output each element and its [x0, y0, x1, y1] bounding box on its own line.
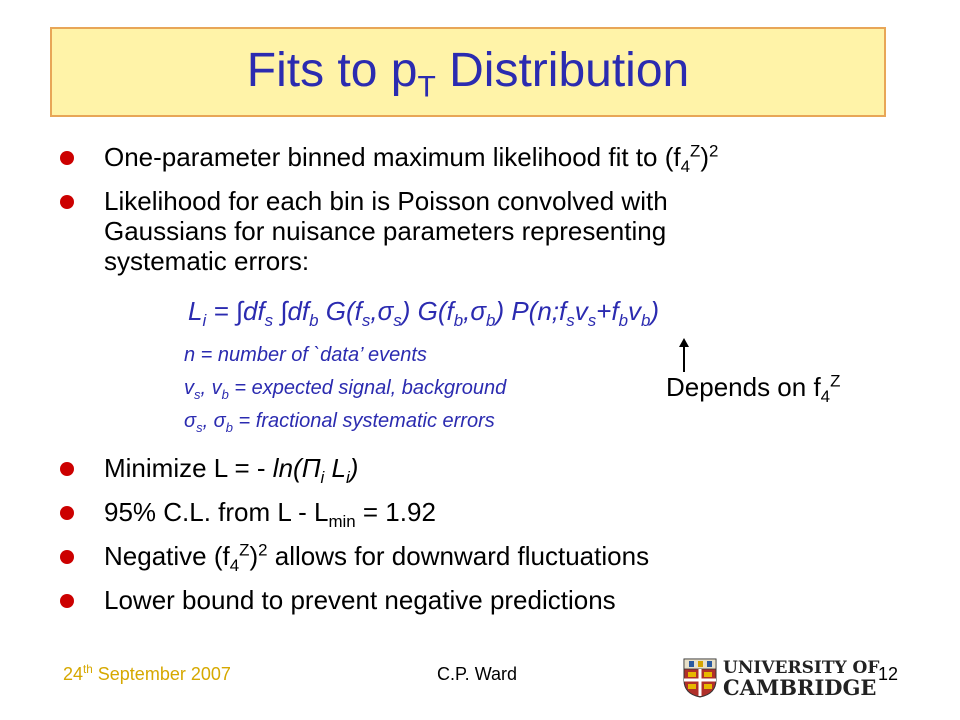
definition-n: n = number of `data’ events: [184, 344, 427, 366]
likelihood-formula: $L_i = \int df_s$ $\int df_b$ $G(f_s,\sigma_s)$ $G(f_b,\sigma_b)$ $P(n;f_sv_s+f_bv_b)$: [188, 296, 660, 331]
bullet-lower-bound: Lower bound to prevent negative predictions: [104, 585, 616, 615]
title-box: [50, 27, 886, 117]
bullet-dot: [60, 506, 74, 520]
up-arrow-icon: [676, 338, 692, 372]
bullet-dot: [60, 550, 74, 564]
cambridge-crest-icon: [683, 658, 717, 698]
bullet-confidence-level: 95% C.L. from $L - L_{min} = 1.92$: [104, 497, 436, 532]
footer-date: 24th September 2007: [63, 663, 231, 684]
definition-v: $v_s$, $v_b$ = expected signal, background: [184, 377, 507, 402]
bullet-negative: Negative $(f_4^Z)^2$ allows for downward fluctuations: [104, 540, 650, 576]
logo-wordmark: UNIVERSITY OF CAMBRIDGE: [723, 658, 880, 700]
definition-sigma: $\sigma_s$, $\sigma_b$ = fractional systematic errors: [184, 410, 495, 435]
university-logo: [683, 656, 879, 700]
depends-annotation: Depends on $f_4^Z$: [666, 371, 841, 407]
page-number: 12: [878, 664, 899, 684]
bullet-dot: [60, 151, 74, 165]
slide-title: Fits to $p_T$ Distribution: [246, 44, 690, 104]
bullet-dot: [60, 195, 74, 209]
bullet-minimize: Minimize L = - $\ln(\Pi_i$ $L_i$): [104, 453, 359, 488]
bullet-fit-description: One-parameter binned maximum likelihood fit to $(f_4^Z)^2$: [104, 141, 719, 177]
bullet-dot: [60, 462, 74, 476]
bullet-likelihood: Likelihood for each bin is Poisson convolved with Gaussians for nuisance parameters representing systematic errors:: [104, 186, 668, 276]
footer-author: C.P. Ward: [437, 664, 518, 684]
bullet-dot: [60, 594, 74, 608]
